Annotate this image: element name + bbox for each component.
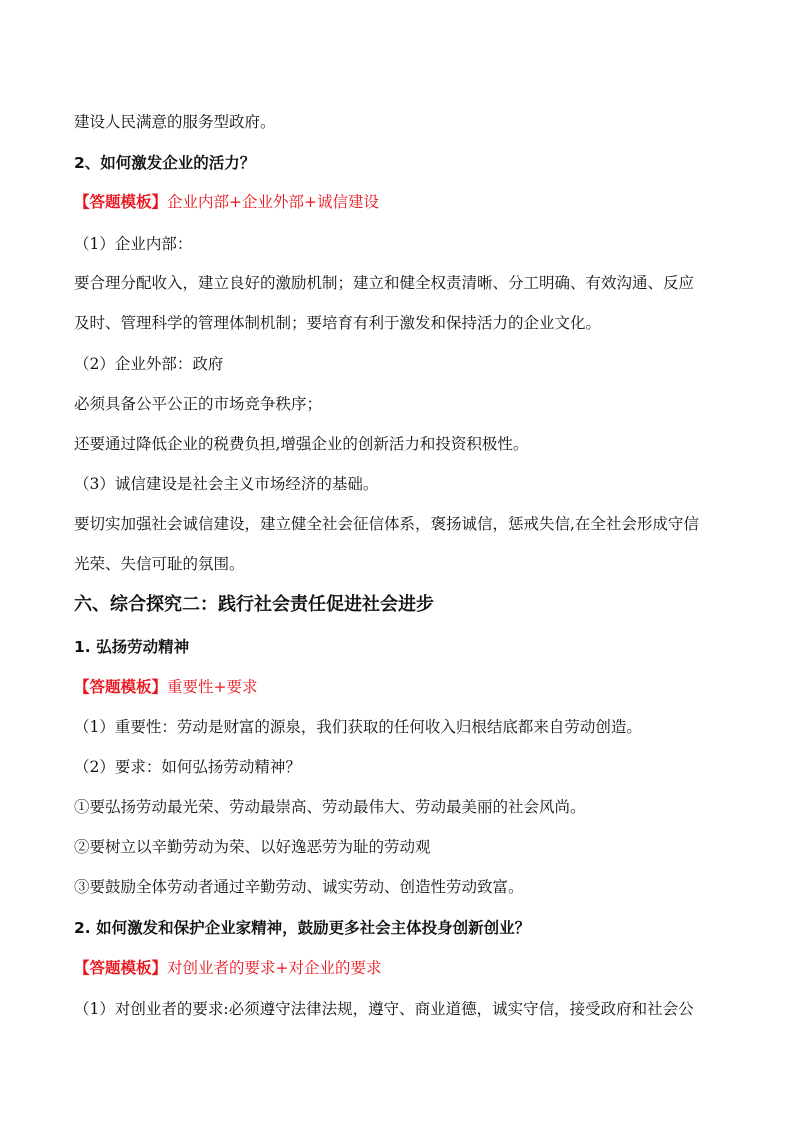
answer-template-line — [74, 957, 734, 979]
list-item: ②要树立以辛勤劳动为荣、以好逸恶劳为耻的劳动观 — [74, 838, 431, 856]
answer-template-text: 企业内部+企业外部+诚信建设 — [167, 193, 379, 211]
paragraph-line: 要切实加强社会诚信建设，建立健全社会征信体系，褒扬诚信，惩戒失信,在全社会形成守信 — [74, 515, 699, 533]
text-line: 建设人民满意的服务型政府。 — [74, 113, 276, 131]
point-heading: （3）诚信建设是社会主义市场经济的基础。 — [74, 475, 379, 493]
point-heading: （1）对创业者的要求:必须遵守法律法规，遵守、商业道德，诚实守信，接受政府和社会公 — [74, 1000, 694, 1018]
point-heading: （1）企业内部： — [74, 235, 193, 253]
answer-template-text: 对创业者的要求+对企业的要求 — [167, 959, 382, 977]
question-title: 1. 弘扬劳动精神 — [74, 638, 190, 656]
paragraph-line: 要合理分配收入，建立良好的激励机制；建立和健全权责清晰、分工明确、有效沟通、反应 — [74, 274, 695, 292]
answer-template-line — [74, 191, 734, 213]
answer-template-text: 重要性+要求 — [167, 678, 258, 696]
paragraph-line: 必须具备公平公正的市场竞争秩序； — [74, 395, 323, 413]
answer-template-line — [74, 676, 734, 698]
paragraph-line: 光荣、失信可耻的氛围。 — [74, 555, 245, 573]
section-title: 六、综合探究二：践行社会责任促进社会进步 — [74, 594, 434, 615]
point-heading: （2）企业外部：政府 — [74, 355, 224, 373]
answer-template-label: 【答题模板】 — [74, 959, 168, 977]
paragraph-line: 及时、管理科学的管理体制机制；要培育有利于激发和保持活力的企业文化。 — [74, 314, 602, 332]
point-heading: （1）重要性：劳动是财富的源泉，我们获取的任何收入归根结底都来自劳动创造。 — [74, 718, 642, 736]
paragraph-line: 还要通过降低企业的税费负担,增强企业的创新活力和投资积极性。 — [74, 435, 529, 453]
list-item: ①要弘扬劳动最光荣、劳动最崇高、劳动最伟大、劳动最美丽的社会风尚。 — [74, 798, 586, 816]
answer-template-label: 【答题模板】 — [74, 678, 168, 696]
answer-template-label: 【答题模板】 — [74, 193, 168, 211]
question-title: 2. 如何激发和保护企业家精神，鼓励更多社会主体投身创新创业？ — [74, 919, 531, 937]
list-item: ③要鼓励全体劳动者通过辛勤劳动、诚实劳动、创造性劳动致富。 — [74, 878, 524, 896]
question-title: 2、如何激发企业的活力？ — [74, 154, 256, 172]
point-heading: （2）要求：如何弘扬劳动精神？ — [74, 758, 301, 776]
